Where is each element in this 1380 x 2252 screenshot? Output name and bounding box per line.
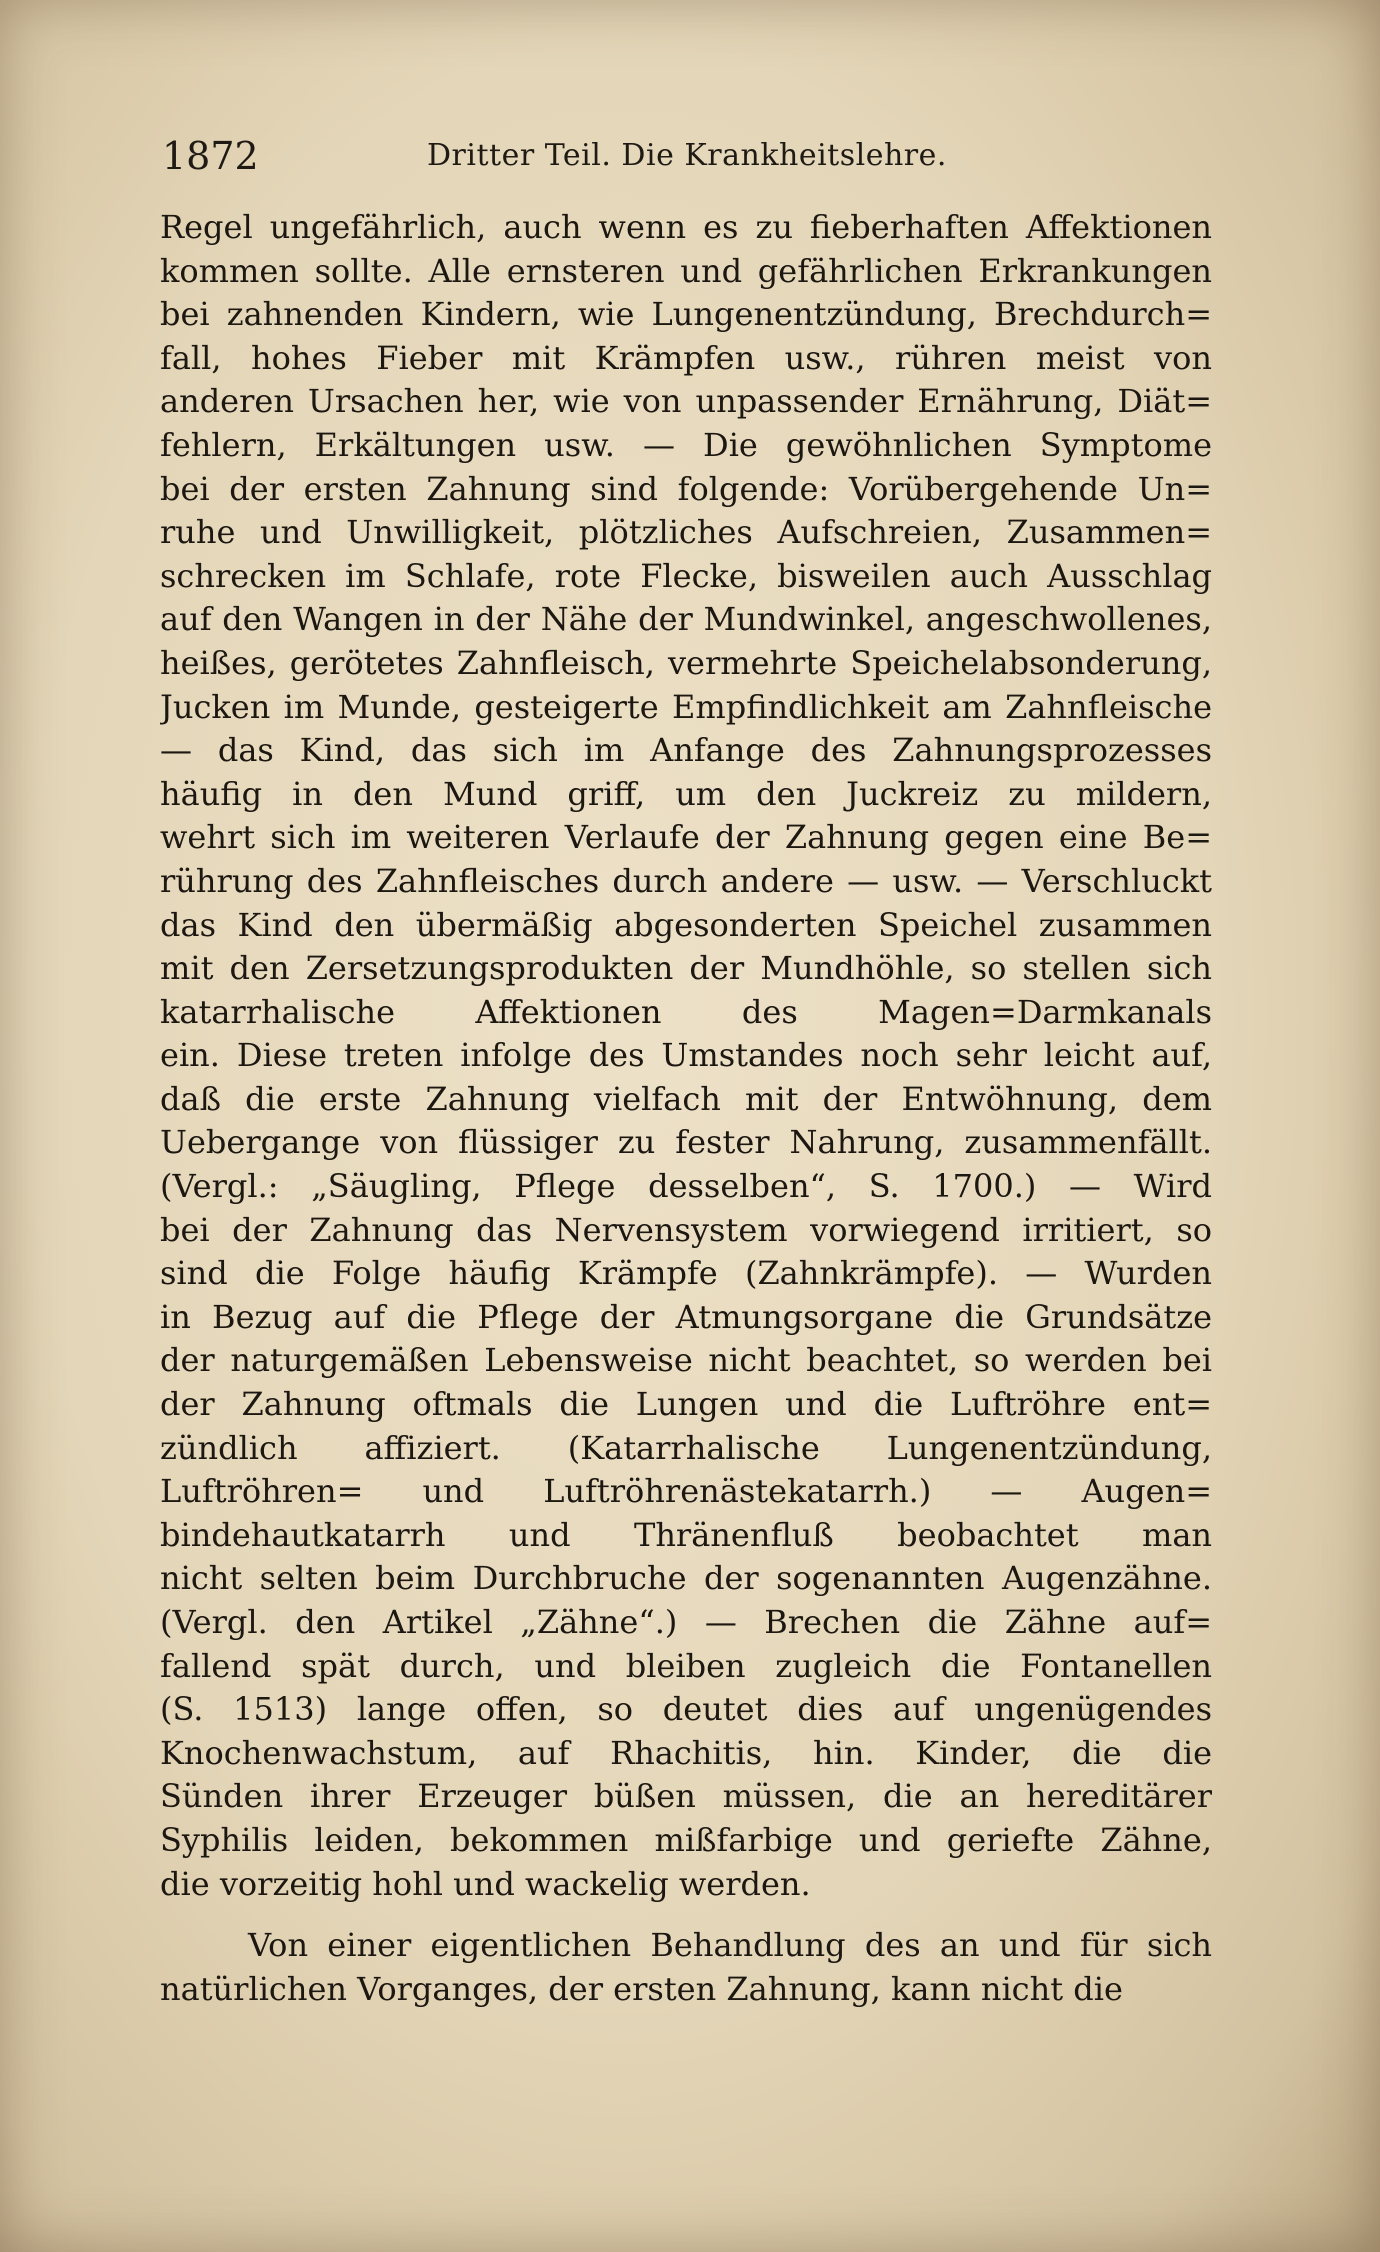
text-line: Knochenwachstum, auf Rhachitis, hin. Kinder, die die [160,1733,1212,1772]
text-line: in Bezug auf die Pflege der Atmungsorgane die Grundsätze [160,1297,1212,1336]
running-head: Dritter Teil. Die Krankheitslehre. [427,138,947,173]
text-line: der Zahnung oftmals die Lungen und die Luftröhre ent= [160,1385,1212,1424]
text-line: fall, hohes Fieber mit Krämpfen usw., rühren meist von [160,338,1212,377]
text-line: der naturgemäßen Lebensweise nicht beachtet, so werden bei [160,1341,1212,1380]
text-line: natürlichen Vorganges, der ersten Zahnung, kann nicht die [160,1969,1123,2008]
text-line: wehrt sich im weiteren Verlaufe der Zahnung gegen eine Be= [160,818,1212,857]
text-line: daß die erste Zahnung vielfach mit der Entwöhnung, dem [160,1079,1212,1118]
text-line: das Kind den übermäßig abgesonderten Speichel zusammen [160,905,1212,944]
text-line: bei zahnenden Kindern, wie Lungenentzündung, Brechdurch= [160,295,1212,334]
text-line: bei der ersten Zahnung sind folgende: Vorübergehende Un= [160,469,1212,508]
paragraph-gap [160,1906,1212,1924]
text-line: Uebergange von flüssiger zu fester Nahrung, zusammenfällt. [160,1123,1212,1162]
paragraph-1 [160,206,1212,1906]
text-line: (S. 1513) lange offen, so deutet dies auf ungenügendes [160,1690,1212,1729]
text-line: schrecken im Schlafe, rote Flecke, bisweilen auch Ausschlag [160,556,1212,595]
text-line: Sünden ihrer Erzeuger büßen müssen, die an hereditärer [160,1777,1212,1816]
text-line: heißes, gerötetes Zahnfleisch, vermehrte Speichelabsonderung, [160,643,1212,682]
text-line: bei der Zahnung das Nervensystem vorwiegend irritiert, so [160,1210,1212,1249]
text-line: die vorzeitig hohl und wackelig werden. [160,1864,811,1903]
text-line: nicht selten beim Durchbruche der sogenannten Augenzähne. [160,1559,1212,1598]
text-line: Regel ungefährlich, auch wenn es zu fieberhaften Affektionen [160,208,1212,246]
text-line: mit den Zersetzungsprodukten der Mundhöhle, so stellen sich [160,949,1212,988]
text-line: sind die Folge häufig Krämpfe (Zahnkrämpfe). — Wurden [160,1254,1212,1293]
page-header [162,128,1212,184]
text-line: häufig in den Mund griff, um den Juckreiz zu mildern, [160,774,1212,813]
text-line: ein. Diese treten infolge des Umstandes noch sehr leicht auf, [160,1036,1212,1075]
text-line: bindehautkatarrh und Thränenfluß beobachtet man [160,1515,1212,1554]
text-line: kommen sollte. Alle ernsteren und gefährlichen Erkrankungen [160,251,1212,290]
text-line: Syphilis leiden, bekommen mißfarbige und geriefte Zähne, [160,1820,1212,1859]
page-number: 1872 [162,134,259,178]
text-line: Luftröhren= und Luftröhrenästekatarrh.) — Augen= [160,1472,1212,1511]
text-line: Von einer eigentlichen Behandlung des an und für sich [248,1926,1212,1965]
paragraph-2 [160,1924,1212,2011]
text-line: rührung des Zahnfleisches durch andere — usw. — Verschluckt [160,861,1212,900]
text-line: auf den Wangen in der Nähe der Mundwinkel, angeschwollenes, [160,600,1212,639]
text-line: (Vergl. den Artikel „Zähne“.) — Brechen die Zähne auf= [160,1603,1212,1641]
text-line: anderen Ursachen her, wie von unpassender Ernährung, Diät= [160,382,1212,421]
text-line: Jucken im Munde, gesteigerte Empfindlichkeit am Zahnfleische [160,687,1212,726]
text-line: ruhe und Unwilligkeit, plötzliches Aufschreien, Zusammen= [160,513,1212,552]
text-line: — das Kind, das sich im Anfange des Zahnungsprozesses [160,731,1212,770]
body-text [160,206,1212,2011]
text-line: zündlich affiziert. (Katarrhalische Lungenentzündung, [160,1428,1212,1467]
text-line: fehlern, Erkältungen usw. — Die gewöhnlichen Symptome [160,425,1212,464]
text-line: (Vergl.: „Säugling, Pflege desselben“, S. 1700.) — Wird [160,1167,1212,1206]
text-line: katarrhalische Affektionen des Magen=Darmkanals [160,992,1212,1031]
text-line: fallend spät durch, und bleiben zugleich die Fontanellen [160,1646,1212,1685]
